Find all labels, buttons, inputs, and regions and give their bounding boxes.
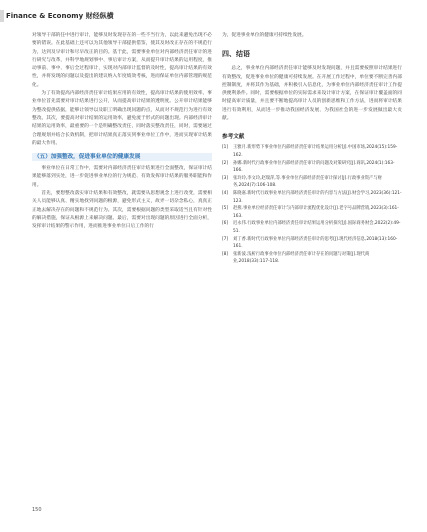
reference-text: 王雅月.新形势下事业单位内部经济责任审计结果运用分析[J].中国市场,2024(15):159-162. bbox=[233, 145, 398, 158]
reference-item bbox=[222, 251, 402, 266]
header-accent-bar bbox=[0, 10, 4, 22]
journal-section-title: Finance & Economy 财经纵横 bbox=[6, 12, 114, 20]
reference-item bbox=[222, 160, 402, 175]
page-header bbox=[0, 0, 427, 24]
reference-item bbox=[222, 236, 402, 251]
body-paragraph: 首先，要想整改落实审计结果和有效整改，就需要从思想观念上进行改变，需要相关人员能够认真、精实地找到问题的根源，避免形式主义，故弄一切杂念私心，真真正正地去解决存在的问题和不规范行为。其次，需要根据问题的类型采取适当且有针对性的解决措施，保证从根源上来解决问题。最后，需要对出现问题的原因进行全面分析，发挥审计结果的警示作用，进而推进事业单位日后工作的行 bbox=[32, 191, 212, 230]
reference-text: 刘丁香.新时代行政事业单位内部经济责任审计的思考[J].现代经济信息,2018(13):160-161. bbox=[233, 236, 398, 250]
reference-text: 赵燕.事业单位经济责任审计与内部审计流程优化设计[J].老字号品牌营销,2023(3):161-163. bbox=[233, 206, 399, 219]
reference-text: 陈晓嘉.新时代行政事业单位内部经济责任审计的内容与方法[J].财会学习,2023(36):121-123. bbox=[233, 190, 402, 204]
reference-list bbox=[222, 144, 402, 266]
reference-number: [4] bbox=[222, 190, 229, 196]
reference-number: [1] bbox=[222, 145, 229, 151]
references-heading: 参考文献 bbox=[222, 134, 245, 141]
body-paragraph: 事业单位在日常工作中，需要对内部经济责任审计结果进行全面整改，保证审计结果能够落到实处，进一步促进事业单位的行为规范、有效发挥审计结果的服务职能和作用。 bbox=[32, 166, 212, 188]
left-column bbox=[32, 32, 212, 232]
subsection-heading: （五）加强整改，促进事业单位的健康发展 bbox=[32, 153, 212, 161]
section-heading: 四、结语 bbox=[222, 50, 250, 59]
reference-item bbox=[222, 190, 402, 205]
reference-number: [6] bbox=[222, 221, 229, 227]
reference-item bbox=[222, 175, 402, 190]
right-column bbox=[222, 32, 402, 266]
reference-item bbox=[222, 205, 402, 220]
reference-number: [7] bbox=[222, 236, 229, 242]
body-paragraph: 对领导干部的任中进行审计，能够及时发现存在的一些不当行为，以此来避免出现不必要的错误。在此基础上还可以为其他领导干部提供借鉴，使其及时改正存在的不规范行为，达到及早审计和尽早改正的目的。基于此，需要事业单位对内部经济责任审计的进行研究与改革，并科学地规划事中、事后审计方案，从而提升审计结果的运用程度，推动事前、事中、事后全过程审计，实现对内部审计监督的及时性，提高审计结果的有效性，并将发现的问题以及提出的建议纳入年度绩效考核，进而保证单位内部管理的规范化。 bbox=[32, 33, 212, 88]
body-paragraph: 总之，事业单位内部经济责任审计能够及时发现问题，并且需要按照审计结果进行有效整改，促进事业单位的健康可持续发展。在开展工作过程中，单位要不断完善内部控制制度，并将其作为基础，并积极引入信息化，为事业单位内部经济责任审计工作提供便利条件。同时，需要根据单位的实际需求来设计审计方案，在保证审计覆盖面的同时提高审计质量，并且要不断地提高审计人员的创新思维和工作方法，进而将审计结果进行有效利用，从而进一步推动我国经济发展、为我国社会的进一步发展做出最大贡献。 bbox=[222, 66, 402, 122]
body-paragraph: 为，促进事业单位的健康可持续性发展。 bbox=[222, 33, 307, 38]
body-paragraph: 为了有效提高内部经济责任审计结果应用的有效性，提高审计结果的使用效率，事业单位首先需要对审计结果进行公开，从而提高审计结果的透明度。公开审计结果能够为整改提供依据，能够让领导以及职工明确出现问题的点，从而对不规范行为进行有效整改。其次，要提高对审计结果的运用效率，避免流于形式的问题出现。内部经济审计结果的运用效率，最重要的一个是明确整改责任，同时落实整改责任，同时，需要通过合理规划并结合长效机制，把审计结果真正落实到事业单位工作中，进而实现审计结果的最大作用。 bbox=[32, 91, 212, 146]
reference-number: [2] bbox=[222, 160, 229, 166]
reference-item bbox=[222, 220, 402, 235]
page-number: 150 bbox=[32, 507, 42, 513]
reference-text: 迟永伟.行政事业单位内部经济责任审计结果运用分析探究[J].国际商务财会,2022(2):49-51. bbox=[233, 221, 401, 234]
reference-number: [8] bbox=[222, 251, 229, 257]
reference-item bbox=[222, 144, 402, 159]
reference-number: [5] bbox=[222, 206, 229, 212]
reference-text: 孙娜.新时代行政事业单位内部经济责任审计的问题及对策研究[J].商讯,2024(1):163-166. bbox=[233, 160, 395, 174]
reference-text: 张玲玲,李文玲,赵瑞萍,等.事业单位内部经济责任审计探讨[J].行政事业资产与财务,2024(7):106-108. bbox=[233, 175, 382, 189]
reference-number: [3] bbox=[222, 175, 229, 181]
reference-text: 张新波.浅析行政事业单位内部经济责任审计存在的问题与对策[J].现代商业,2018(33):117-118. bbox=[233, 251, 370, 265]
